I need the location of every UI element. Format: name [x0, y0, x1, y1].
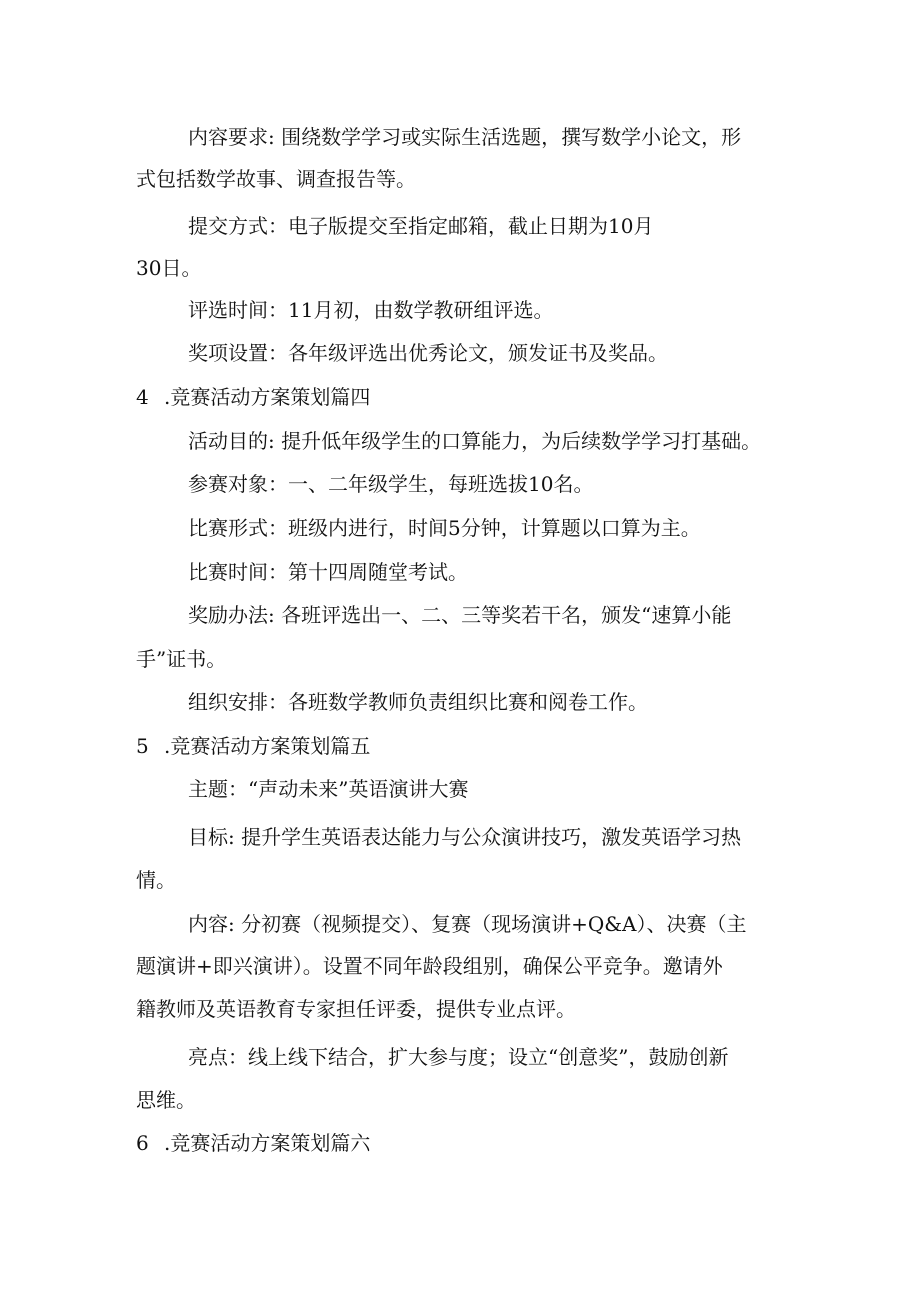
content-requirement-line-1: 内容要求: 围绕数学学习或实际生活选题，撰写数学小论文，形 — [188, 125, 742, 149]
submission-line-1: 提交方式：电子版提交至指定邮箱，截止日期为10月 — [188, 214, 654, 238]
competition-format: 比赛形式：班级内进行，时间5分钟，计算题以口算为主。 — [188, 516, 701, 540]
target-line-2: 情。 — [136, 868, 176, 892]
section-4-heading — [136, 384, 370, 410]
section-6-heading — [136, 1130, 370, 1156]
highlight-line-1: 亮点：线上线下结合，扩大参与度；设立“创意奖”，鼓励创新 — [188, 1045, 729, 1069]
organization: 组织安排：各班数学教师负责组织比赛和阅卷工作。 — [188, 690, 648, 714]
content-line-2: 题演讲+即兴演讲）。设置不同年龄段组别，确保公平竞争。邀请外 — [136, 954, 723, 978]
reward-line-2: 手”证书。 — [136, 647, 227, 671]
content-requirement-line-2: 式包括数学故事、调查报告等。 — [136, 167, 416, 191]
participants: 参赛对象：一、二年级学生，每班选拔10名。 — [188, 472, 594, 496]
highlight-line-2: 思维。 — [136, 1088, 196, 1112]
reward-line-1: 奖励办法: 各班评选出一、二、三等奖若干名，颁发“速算小能 — [188, 603, 732, 627]
section-5-heading — [136, 733, 370, 759]
section-5-title: .竞赛活动方案策划篇五 — [164, 734, 371, 758]
submission-line-2: 30日。 — [136, 256, 202, 280]
target-line-1: 目标: 提升学生英语表达能力与公众演讲技巧，激发英语学习热 — [188, 825, 742, 849]
award-settings: 奖项设置：各年级评选出优秀论文，颁发证书及奖品。 — [188, 341, 668, 365]
competition-time: 比赛时间：第十四周随堂考试。 — [188, 560, 468, 584]
judging-time: 评选时间：11月初，由数学教研组评选。 — [188, 298, 554, 322]
activity-goal: 活动目的: 提升低年级学生的口算能力，为后续数学学习打基础。 — [188, 429, 762, 453]
section-4-title: .竞赛活动方案策划篇四 — [164, 385, 371, 409]
section-5-number: 5 — [136, 734, 149, 758]
section-6-number: 6 — [136, 1131, 149, 1155]
content-line-1: 内容: 分初赛（视频提交）、复赛（现场演讲+Q&A）、决赛（主 — [188, 912, 747, 936]
theme: 主题：“声动未来”英语演讲大赛 — [188, 777, 469, 801]
content-line-3: 籍教师及英语教育专家担任评委，提供专业点评。 — [136, 997, 576, 1021]
section-6-title: .竞赛活动方案策划篇六 — [164, 1131, 371, 1155]
section-4-number: 4 — [136, 385, 149, 409]
